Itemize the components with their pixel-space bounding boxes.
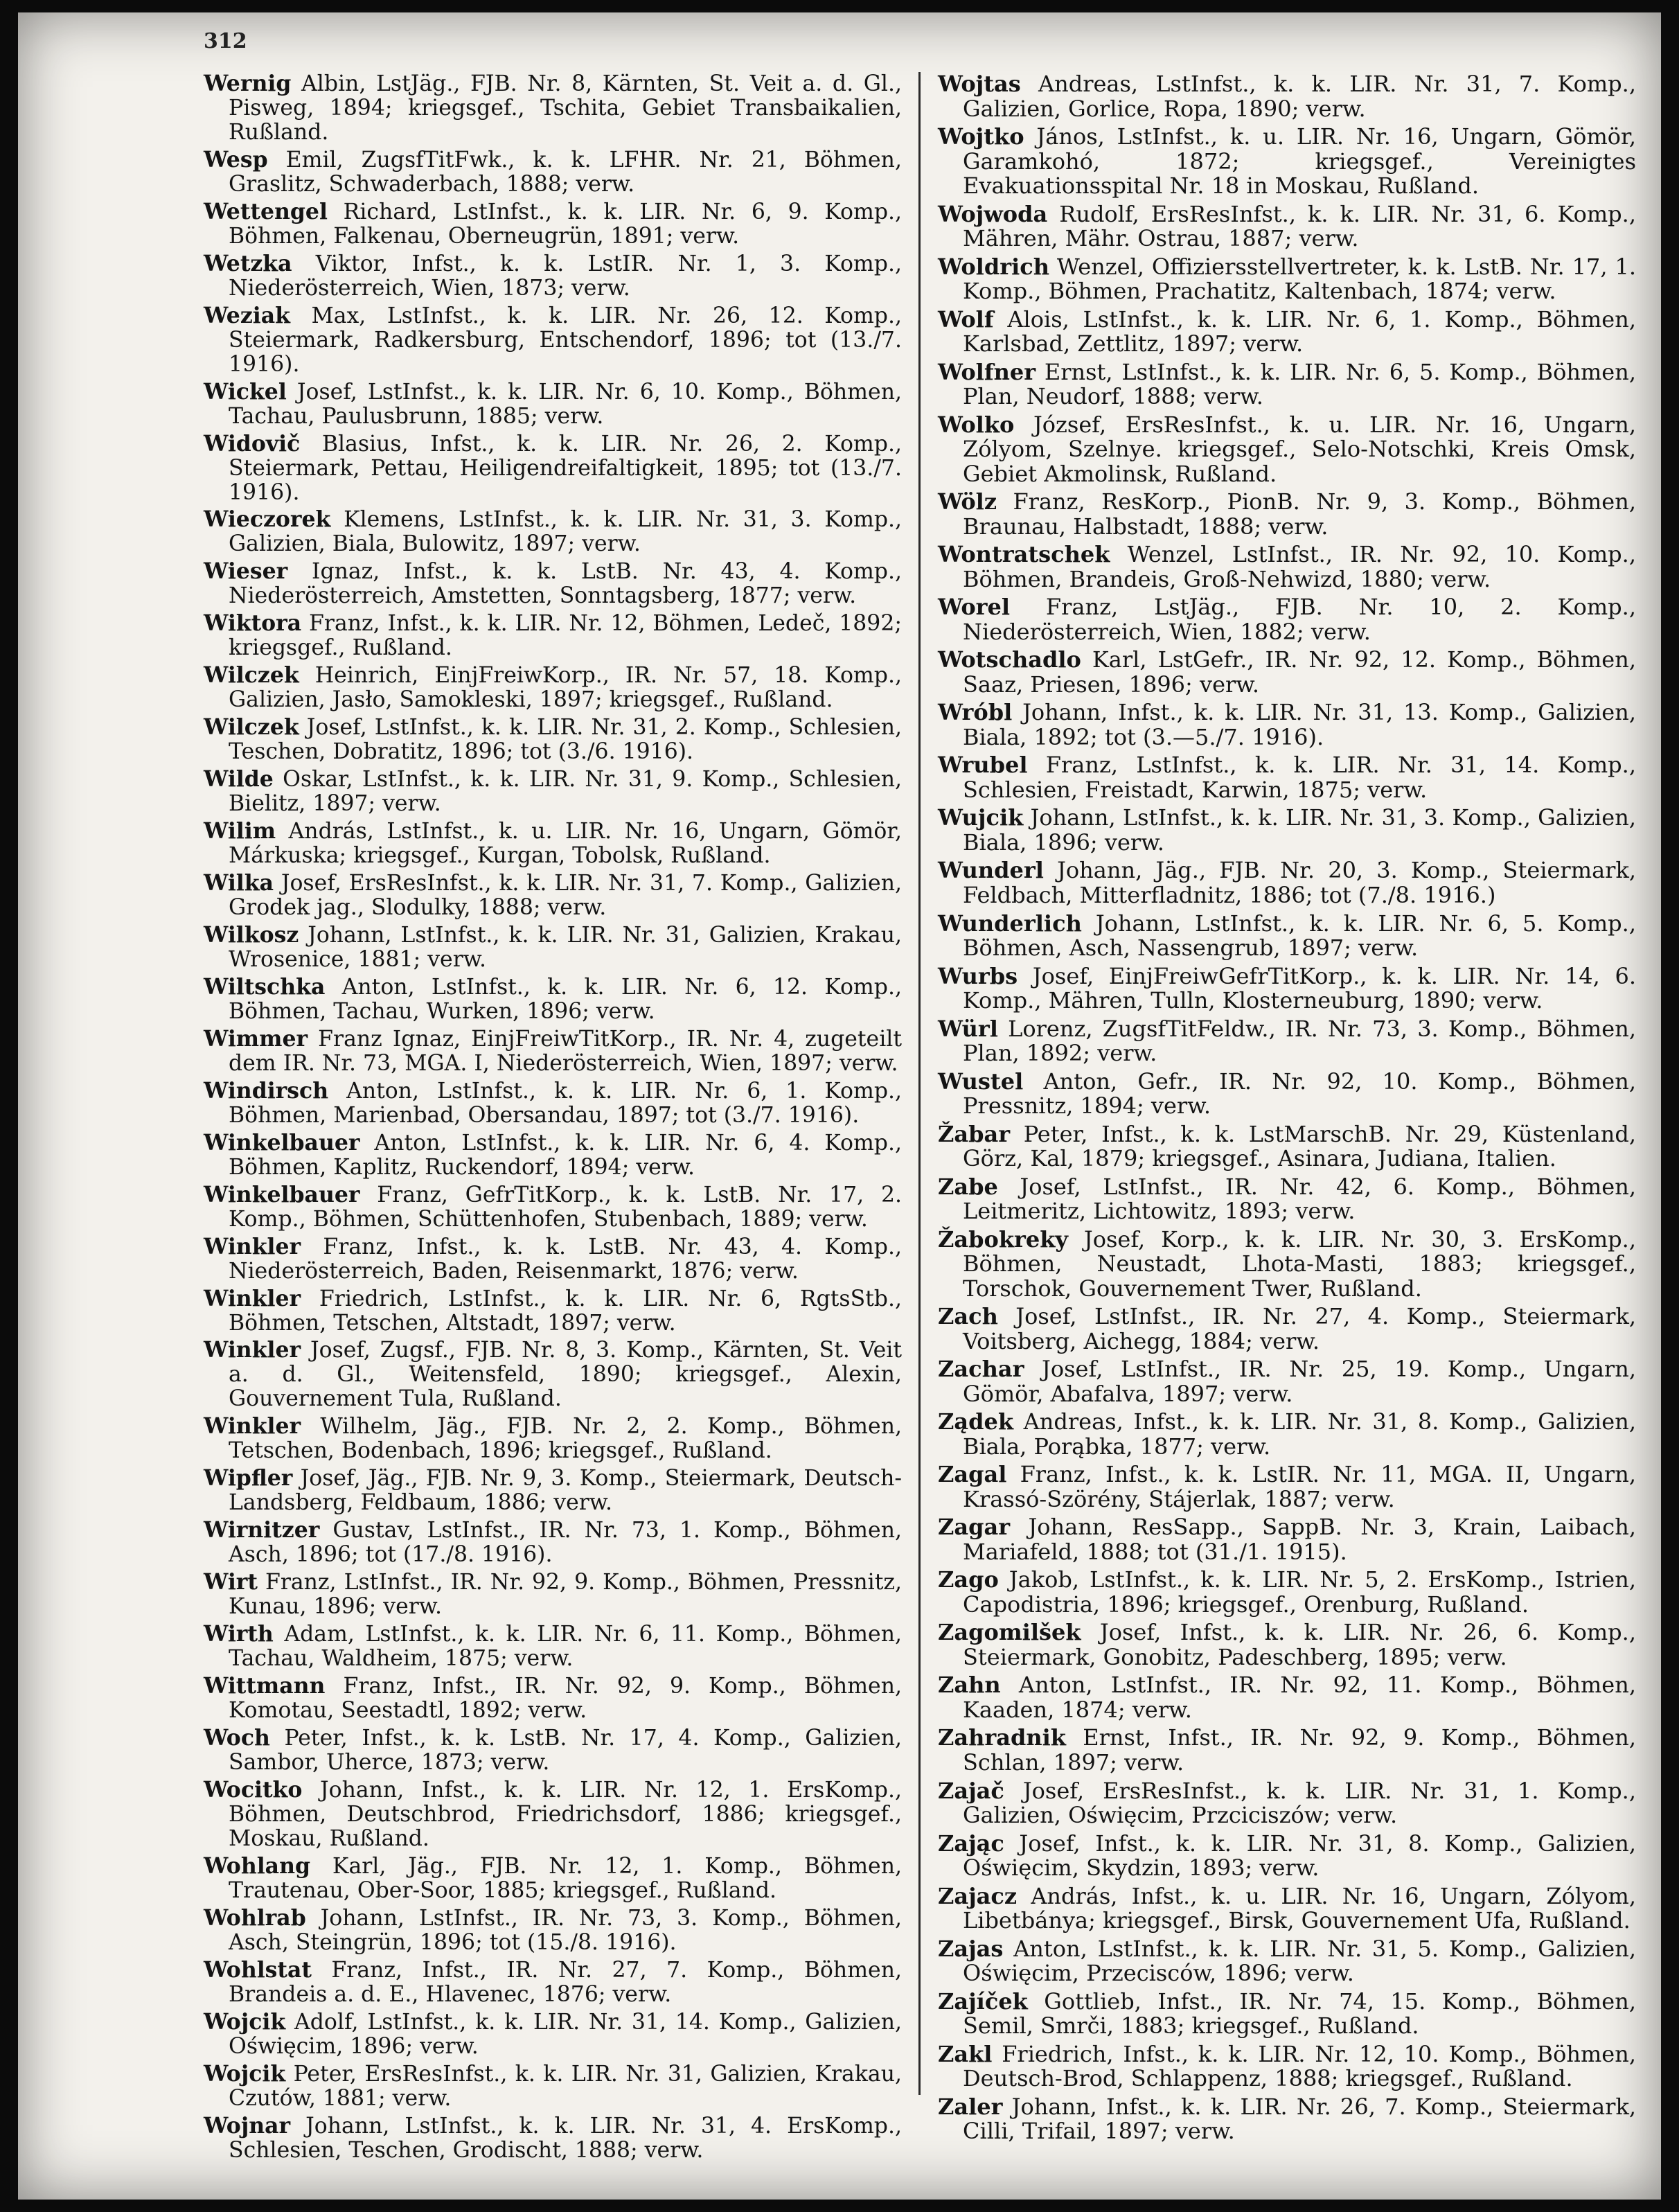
entry-details: Wenzel, LstInfst., IR. Nr. 92, 10. Komp., Böhmen, Brandeis, Groß-Nehwizd, 1880; verw. xyxy=(963,541,1636,592)
entry-details: Anton, LstInfst., IR. Nr. 92, 11. Komp., Böhmen, Kaaden, 1874; verw. xyxy=(963,1672,1637,1723)
entry-surname: Wróbl xyxy=(938,699,1013,726)
entry-surname: Zaler xyxy=(938,2093,1003,2120)
list-entry xyxy=(204,1622,902,1671)
entry-details: Josef, EinjFreiwGefrTitKorp., k. k. LIR. Nr. 14, 6. Komp., Mähren, Tulln, Klosterneuburg, 1890; verw. xyxy=(963,962,1637,1014)
entry-details: Franz, LstInfst., IR. Nr. 92, 9. Komp., Böhmen, Pressnitz, Kunau, 1896; verw. xyxy=(229,1570,902,1620)
list-entry xyxy=(938,255,1636,304)
list-entry xyxy=(938,490,1636,539)
entry-surname: Zahn xyxy=(938,1672,1001,1699)
list-entry xyxy=(204,432,902,505)
entry-details: Adam, LstInfst., k. k. LIR. Nr. 6, 11. Komp., Böhmen, Tachau, Waldheim, 1875; verw. xyxy=(229,1622,902,1672)
entry-details: Adolf, LstInfst., k. k. LIR. Nr. 31, 14. Komp., Galizien, Oświęcim, 1896; verw. xyxy=(229,2009,902,2059)
entry-details: Blasius, Infst., k. k. LIR. Nr. 26, 2. Komp., Steiermark, Pettau, Heiligendreifaltigkeit, 1895; tot (13./7. 1916). xyxy=(229,431,902,505)
list-entry xyxy=(204,1906,902,1955)
entry-surname: Wocitko xyxy=(204,1776,303,1803)
entry-surname: Winkler xyxy=(204,1337,301,1363)
list-entry xyxy=(204,1726,902,1775)
entry-details: Friedrich, Infst., k. k. LIR. Nr. 12, 10. Komp., Böhmen, Deutsch-Brod, Schlappenz, 1888; kriegsgef., Rußland. xyxy=(963,2040,1637,2092)
entry-details: Johann, LstInfst., k. k. LIR. Nr. 31, 3. Komp., Galizien, Biala, 1896; verw. xyxy=(963,804,1637,856)
list-entry xyxy=(938,648,1636,697)
list-entry xyxy=(938,413,1636,487)
entry-surname: Wirth xyxy=(204,1621,274,1647)
list-entry xyxy=(938,1673,1636,1722)
list-entry xyxy=(938,1515,1636,1564)
list-entry xyxy=(204,1674,902,1723)
entry-surname: Žabokreky xyxy=(938,1226,1068,1253)
entry-surname: Wilczek xyxy=(204,662,299,689)
entry-details: Jakob, LstInfst., k. k. LIR. Nr. 5, 2. ErsKomp., Istrien, Capodistria, 1896; kriegsgef., Orenburg, Rußland. xyxy=(963,1566,1636,1618)
entry-details: Anton, LstInfst., k. k. LIR. Nr. 6, 4. Komp., Böhmen, Kaplitz, Ruckendorf, 1894; verw. xyxy=(229,1130,902,1180)
entry-details: Emil, ZugsfTitFwk., k. k. LFHR. Nr. 21, Böhmen, Graslitz, Schwaderbach, 1888; verw. xyxy=(229,147,902,197)
list-entry xyxy=(938,2042,1636,2091)
entry-details: Johann, LstInfst., IR. Nr. 73, 3. Komp., Böhmen, Asch, Steingrün, 1896; tot (15./8. 1916). xyxy=(229,1905,902,1955)
entry-surname: Wiltschka xyxy=(204,973,326,1000)
entry-details: Peter, Infst., k. k. LstB. Nr. 17, 4. Komp., Galizien, Sambor, Uherce, 1873; verw. xyxy=(229,1726,903,1775)
entry-surname: Zajacz xyxy=(938,1882,1018,1909)
entry-details: Franz, ResKorp., PionB. Nr. 9, 3. Komp., Böhmen, Braunau, Halbstadt, 1888; verw. xyxy=(963,488,1637,540)
list-entry xyxy=(204,871,902,920)
list-entry xyxy=(204,1131,902,1180)
entry-details: Viktor, Infst., k. k. LstIR. Nr. 1, 3. Komp., Niederösterreich, Wien, 1873; verw. xyxy=(229,251,902,301)
list-entry xyxy=(938,858,1636,908)
entry-surname: Weziak xyxy=(204,302,290,328)
entry-details: Peter, Infst., k. k. LstMarschB. Nr. 29, Küstenland, Görz, Kal, 1879; kriegsgef., Asinara, Judiana, Italien. xyxy=(963,1120,1637,1172)
list-entry xyxy=(204,820,902,868)
entry-surname: Zachar xyxy=(938,1356,1024,1383)
list-entry xyxy=(204,1958,902,2007)
entry-details: Anton, Gefr., IR. Nr. 92, 10. Komp., Böhmen, Pressnitz, 1894; verw. xyxy=(963,1068,1637,1120)
list-entry xyxy=(938,202,1636,251)
list-entry xyxy=(938,912,1636,961)
entry-details: Wilhelm, Jäg., FJB. Nr. 2, 2. Komp., Böhmen, Tetschen, Bodenbach, 1896; kriegsgef., Rußland. xyxy=(229,1414,902,1464)
entry-surname: Žabar xyxy=(938,1120,1011,1147)
entry-surname: Zagal xyxy=(938,1461,1007,1488)
entry-details: Josef, LstInfst., IR. Nr. 42, 6. Komp., Böhmen, Leitmeritz, Lichtowitz, 1893; verw. xyxy=(963,1173,1636,1225)
list-entry xyxy=(938,806,1636,855)
entry-details: Johann, ResSapp., SappB. Nr. 3, Krain, Laibach, Mariafeld, 1888; tot (31./1. 1915). xyxy=(963,1514,1636,1565)
list-entry xyxy=(204,1338,902,1411)
list-entry xyxy=(204,923,902,972)
entry-surname: Wojtko xyxy=(938,123,1024,150)
entry-surname: Würl xyxy=(938,1015,998,1042)
entry-surname: Wolfner xyxy=(938,358,1036,385)
entry-surname: Wipfler xyxy=(204,1465,293,1492)
list-entry xyxy=(204,508,902,556)
entry-surname: Wunderlich xyxy=(938,910,1082,937)
entry-surname: Wesp xyxy=(204,146,268,172)
entry-surname: Wolf xyxy=(938,306,994,333)
entry-details: Anton, LstInfst., k. k. LIR. Nr. 6, 1. Komp., Böhmen, Marienbad, Obersandau, 1897; tot (3./7. 1916). xyxy=(229,1078,903,1128)
list-entry xyxy=(938,72,1636,121)
entry-surname: Zakl xyxy=(938,2040,993,2067)
list-entry xyxy=(204,2062,902,2111)
entry-surname: Zagar xyxy=(938,1514,1011,1541)
entry-surname: Wolko xyxy=(938,411,1015,438)
entry-details: Franz, LstInfst., k. k. LIR. Nr. 31, 14. Komp., Schlesien, Freistadt, Karwin, 1875; verw. xyxy=(963,752,1637,803)
list-entry xyxy=(938,125,1636,199)
list-entry xyxy=(204,1467,902,1515)
entry-details: Anton, LstInfst., k. k. LIR. Nr. 6, 12. Komp., Böhmen, Tachau, Wurken, 1896; verw. xyxy=(229,974,902,1024)
entry-surname: Wilczek xyxy=(204,714,299,741)
entry-details: András, Infst., k. u. LIR. Nr. 16, Ungarn, Zólyom, Libetbánya; kriegsgef., Birsk, Gouvernement Ufa, Rußland. xyxy=(963,1882,1637,1934)
entry-surname: Wurbs xyxy=(938,962,1018,989)
entry-details: Oskar, LstInfst., k. k. LIR. Nr. 31, 9. Komp., Schlesien, Bielitz, 1897; verw. xyxy=(229,767,903,817)
list-entry xyxy=(938,1990,1636,2039)
entry-details: Josef, LstInfst., IR. Nr. 27, 4. Komp., Steiermark, Voitsberg, Aichegg, 1884; verw. xyxy=(963,1303,1637,1354)
entry-details: Max, LstInfst., k. k. LIR. Nr. 26, 12. Komp., Steiermark, Radkersburg, Entschendorf, 1896; tot (13./7. 1916). xyxy=(229,303,902,377)
entry-surname: Wohlang xyxy=(204,1852,311,1879)
entry-surname: Wrubel xyxy=(938,752,1028,779)
entry-surname: Wittmann xyxy=(204,1673,326,1699)
entry-surname: Zagomilšek xyxy=(938,1619,1081,1646)
entry-details: Johann, LstInfst., k. k. LIR. Nr. 31, 4. ErsKomp., Schlesien, Teschen, Grodischt, 1888; verw. xyxy=(229,2113,903,2163)
entry-surname: Wustel xyxy=(938,1068,1024,1095)
list-entry xyxy=(204,252,902,301)
entry-details: András, LstInfst., k. u. LIR. Nr. 16, Ungarn, Gömör, Márkuska; kriegsgef., Kurgan, Tobolsk, Rußland. xyxy=(229,819,902,869)
list-entry xyxy=(938,1304,1636,1354)
entry-details: Anton, LstInfst., k. k. LIR. Nr. 31, 5. Komp., Galizien, Oświęcim, Przecisców, 1896; verw. xyxy=(963,1935,1637,1987)
entry-surname: Wohlstat xyxy=(204,1956,312,1983)
list-entry xyxy=(204,2114,902,2163)
entry-details: Franz, GefrTitKorp., k. k. LstB. Nr. 17, 2. Komp., Böhmen, Schüttenhofen, Stubenbach, 1889; verw. xyxy=(229,1182,902,1232)
entry-details: Franz, Infst., IR. Nr. 92, 9. Komp., Böhmen, Komotau, Seestadtl, 1892; verw. xyxy=(229,1674,903,1724)
list-entry xyxy=(938,1175,1636,1224)
entry-details: Josef, ErsResInfst., k. k. LIR. Nr. 31, 1. Komp., Galizien, Oświęcim, Przciciszów; verw. xyxy=(963,1777,1637,1829)
entry-details: Lorenz, ZugsfTitFeldw., IR. Nr. 73, 3. Komp., Böhmen, Plan, 1892; verw. xyxy=(963,1015,1637,1067)
entry-details: Johann, Infst., k. k. LIR. Nr. 26, 7. Komp., Steiermark, Cilli, Trifail, 1897; verw. xyxy=(963,2093,1636,2145)
entry-surname: Zajač xyxy=(938,1777,1004,1804)
entry-surname: Wiktora xyxy=(204,610,302,637)
list-entry xyxy=(204,1519,902,1567)
entry-details: Johann, Infst., k. k. LIR. Nr. 12, 1. ErsKomp., Böhmen, Deutschbrod, Friedrichsdorf, 1886; kriegsgef., Moskau, Rußland. xyxy=(229,1777,902,1851)
entry-details: Ernst, LstInfst., k. k. LIR. Nr. 6, 5. Komp., Böhmen, Plan, Neudorf, 1888; verw. xyxy=(963,358,1637,410)
entry-details: Alois, LstInfst., k. k. LIR. Nr. 6, 1. Komp., Böhmen, Karlsbad, Zettlitz, 1897; verw. xyxy=(963,306,1637,357)
entry-surname: Zahradnik xyxy=(938,1724,1066,1751)
entry-details: Franz Ignaz, EinjFreiwTitKorp., IR. Nr. 4, zugeteilt dem IR. Nr. 73, MGA. I, Niederösterreich, Wien, 1897; verw. xyxy=(229,1026,903,1076)
entry-surname: Zach xyxy=(938,1303,998,1330)
entry-surname: Winkelbauer xyxy=(204,1181,360,1207)
list-entry xyxy=(938,1832,1636,1881)
list-entry xyxy=(938,1937,1636,1986)
list-entry xyxy=(204,1235,902,1284)
list-entry xyxy=(204,1415,902,1463)
entry-surname: Wohlrab xyxy=(204,1904,306,1931)
entry-surname: Wojcik xyxy=(204,2008,286,2035)
entry-details: Franz, LstJäg., FJB. Nr. 10, 2. Komp., Niederösterreich, Wien, 1882; verw. xyxy=(963,594,1637,645)
entry-surname: Wunderl xyxy=(938,857,1044,884)
entry-surname: Wujcik xyxy=(938,804,1024,831)
list-entry xyxy=(938,753,1636,802)
entry-surname: Woch xyxy=(204,1725,270,1751)
list-entry xyxy=(204,1852,903,1903)
entry-surname: Zajas xyxy=(938,1935,1004,1962)
list-entry xyxy=(938,360,1636,409)
list-entry xyxy=(204,1570,902,1619)
entry-details: Franz, Infst., k. k. LstB. Nr. 43, 4. Komp., Niederösterreich, Baden, Reisenmarkt, 1876; verw. xyxy=(229,1234,902,1284)
list-entry xyxy=(938,1568,1636,1617)
entry-details: Wenzel, Offiziersstellvertreter, k. k. LstB. Nr. 17, 1. Komp., Böhmen, Prachatitz, Kaltenbach, 1874; verw. xyxy=(963,253,1637,305)
entry-details: Johann, Infst., k. k. LIR. Nr. 31, 13. Komp., Galizien, Biala, 1892; tot (3.—5./7. 1916). xyxy=(963,699,1637,750)
entry-surname: Winkler xyxy=(204,1233,301,1259)
entry-details: Josef, ErsResInfst., k. k. LIR. Nr. 31, 7. Komp., Galizien, Grodek jag., Slodulky, 1888; verw. xyxy=(229,871,903,920)
entry-details: Rudolf, ErsResInfst., k. k. LIR. Nr. 31, 6. Komp., Mähren, Mähr. Ostrau, 1887; verw. xyxy=(963,200,1637,252)
entry-surname: Wojwoda xyxy=(938,200,1048,227)
entry-surname: Wieczorek xyxy=(204,506,331,533)
entry-details: József, ErsResInfst., k. u. LIR. Nr. 16, Ungarn, Zólyom, Szelnye. kriegsgef., Selo-Notschki, Kreis Omsk, Gebiet Akmolinsk, Rußland. xyxy=(963,411,1637,487)
entry-details: Josef, Jäg., FJB. Nr. 9, 3. Komp., Steiermark, Deutsch-Landsberg, Feldbaum, 1886; verw. xyxy=(229,1466,902,1516)
entry-details: Gottlieb, Infst., IR. Nr. 74, 15. Komp., Böhmen, Semil, Smrči, 1883; kriegsgef., Rußland. xyxy=(963,1988,1636,2040)
entry-details: Friedrich, LstInfst., k. k. LIR. Nr. 6, RgtsStb., Böhmen, Tetschen, Altstadt, 1897; verw. xyxy=(229,1286,902,1336)
list-entry xyxy=(938,1884,1636,1934)
entry-surname: Windirsch xyxy=(204,1077,329,1104)
entry-details: János, LstInfst., k. u. LIR. Nr. 16, Ungarn, Gömör, Garamkohó, 1872; kriegsgef., Vereinigtes Evakuationsspital Nr. 18 in Moskau, Rußland. xyxy=(963,123,1636,200)
entry-surname: Woldrich xyxy=(938,253,1049,280)
list-entry xyxy=(204,664,902,712)
list-entry xyxy=(938,542,1636,592)
list-entry xyxy=(938,1726,1636,1775)
entry-surname: Wernig xyxy=(204,71,292,96)
entry-surname: Widovič xyxy=(204,430,301,457)
entry-surname: Zając xyxy=(938,1830,1004,1857)
entry-details: Josef, Zugsf., FJB. Nr. 8, 3. Komp., Kärnten, St. Veit a. d. Gl., Weitensfeld, 1890; kriegsgef., Alexin, Gouvernement Tula, Rußland. xyxy=(229,1338,903,1412)
list-entry xyxy=(204,612,902,660)
entry-details: Ignaz, Infst., k. k. LstB. Nr. 43, 4. Komp., Niederösterreich, Amstetten, Sonntagsberg, 1877; verw. xyxy=(229,559,902,609)
entry-details: Johann, Jäg., FJB. Nr. 20, 3. Komp., Steiermark, Feldbach, Mitterfladnitz, 1886; tot (7./8. 1916.) xyxy=(963,857,1636,908)
entry-surname: Winkler xyxy=(204,1285,301,1311)
entry-surname: Wölz xyxy=(938,488,997,515)
list-entry xyxy=(204,1079,902,1128)
list-entry xyxy=(938,1122,1636,1171)
entry-details: Gustav, LstInfst., IR. Nr. 73, 1. Komp., Böhmen, Asch, 1896; tot (17./8. 1916). xyxy=(229,1518,902,1568)
list-entry xyxy=(938,700,1636,750)
entry-details: Richard, LstInfst., k. k. LIR. Nr. 6, 9. Komp., Böhmen, Falkenau, Oberneugrün, 1891; verw. xyxy=(229,199,903,249)
entry-details: Josef, LstInfst., k. k. LIR. Nr. 6, 10. Komp., Böhmen, Tachau, Paulusbrunn, 1885; verw. xyxy=(229,379,902,429)
list-entry xyxy=(938,595,1636,644)
entry-details: Peter, ErsResInfst., k. k. LIR. Nr. 31, Galizien, Krakau, Czutów, 1881; verw. xyxy=(229,2061,902,2111)
list-entry xyxy=(204,975,902,1024)
entry-surname: Wilim xyxy=(204,818,276,844)
entry-surname: Wickel xyxy=(204,378,287,405)
entry-surname: Winkelbauer xyxy=(204,1129,360,1156)
entry-details: Andreas, LstInfst., k. k. LIR. Nr. 31, 7. Komp., Galizien, Gorlice, Ropa, 1890; verw. xyxy=(963,71,1637,122)
entry-details: Franz, Infst., IR. Nr. 27, 7. Komp., Böhmen, Brandeis a. d. E., Hlavenec, 1876; verw. xyxy=(229,1957,903,2007)
entry-surname: Wotschadlo xyxy=(938,646,1081,673)
list-entry xyxy=(938,1017,1636,1066)
entry-surname: Wilde xyxy=(204,766,274,793)
entry-details: Johann, LstInfst., k. k. LIR. Nr. 31, Galizien, Krakau, Wrosenice, 1881; verw. xyxy=(229,922,903,972)
entry-details: Josef, Korp., k. k. LIR. Nr. 30, 3. ErsKomp., Böhmen, Neustadt, Lhota-Masti, 1883; kriegsgef., Torschok, Gouvernement Twer, Rußland. xyxy=(963,1226,1637,1302)
entry-surname: Worel xyxy=(938,594,1011,621)
entry-surname: Ządek xyxy=(938,1408,1013,1435)
entry-details: Josef, Infst., k. k. LIR. Nr. 26, 6. Komp., Steiermark, Gonobitz, Padeschberg, 1895; verw. xyxy=(963,1619,1637,1670)
list-entry xyxy=(204,2010,902,2059)
entry-details: Josef, LstInfst., IR. Nr. 25, 19. Komp., Ungarn, Gömör, Abafalva, 1897; verw. xyxy=(963,1356,1637,1407)
document-page xyxy=(18,12,1661,2200)
list-entry xyxy=(204,560,902,608)
list-entry xyxy=(938,1070,1636,1119)
entry-details: Karl, LstGefr., IR. Nr. 92, 12. Komp., Böhmen, Saaz, Priesen, 1896; verw. xyxy=(963,646,1637,698)
entry-surname: Wetzka xyxy=(204,250,292,276)
entry-details: Franz, Infst., k. k. LIR. Nr. 12, Böhmen, Ledeč, 1892; kriegsgef., Rußland. xyxy=(229,611,902,661)
entry-surname: Wilka xyxy=(204,870,274,896)
list-entry xyxy=(938,964,1636,1014)
entry-details: Johann, LstInfst., k. k. LIR. Nr. 6, 5. Komp., Böhmen, Asch, Nassengrub, 1897; verw. xyxy=(963,910,1637,962)
entry-surname: Wojnar xyxy=(204,2112,291,2139)
list-entry xyxy=(204,380,902,429)
list-entry xyxy=(938,1410,1636,1459)
entry-surname: Wettengel xyxy=(204,198,328,224)
entry-details: Josef, Infst., k. k. LIR. Nr. 31, 8. Komp., Galizien, Oświęcim, Skydzin, 1893; verw. xyxy=(963,1830,1636,1882)
list-entry xyxy=(938,1620,1636,1670)
list-entry xyxy=(204,768,902,816)
entry-surname: Zago xyxy=(938,1566,999,1593)
entry-surname: Wojcik xyxy=(204,2060,286,2087)
entry-surname: Wilkosz xyxy=(204,921,299,948)
list-entry xyxy=(204,304,902,377)
list-entry xyxy=(938,1779,1636,1828)
list-entry xyxy=(938,2095,1636,2144)
list-entry xyxy=(204,1778,902,1851)
entry-surname: Wimmer xyxy=(204,1025,308,1052)
list-entry xyxy=(204,72,902,145)
entry-details: Franz, Infst., k. k. LstIR. Nr. 11, MGA. II, Ungarn, Krassó-Szörény, Stájerlak, 1887; verw. xyxy=(963,1461,1637,1512)
entry-surname: Wieser xyxy=(204,558,288,585)
column-divider xyxy=(918,72,921,2095)
entry-details: Heinrich, EinjFreiwKorp., IR. Nr. 57, 18. Komp., Galizien, Jasło, Samokleski, 1897; kriegsgef., Rußland. xyxy=(229,663,902,713)
list-entry xyxy=(204,716,902,764)
entry-details: Klemens, LstInfst., k. k. LIR. Nr. 31, 3. Komp., Galizien, Biala, Bulowitz, 1897; verw. xyxy=(229,507,903,557)
entry-details: Karl, Jäg., FJB. Nr. 12, 1. Komp., Böhmen, Trautenau, Ober-Soor, 1885; kriegsgef., Rußland. xyxy=(229,1853,903,1903)
list-entry xyxy=(204,1183,902,1232)
list-entry xyxy=(938,1228,1636,1302)
entry-surname: Wirnitzer xyxy=(204,1517,320,1543)
entry-surname: Winkler xyxy=(204,1413,301,1440)
entry-surname: Zabe xyxy=(938,1173,998,1200)
entry-details: Andreas, Infst., k. k. LIR. Nr. 31, 8. Komp., Galizien, Biala, Porąbka, 1877; verw. xyxy=(963,1408,1637,1460)
entry-surname: Wojtas xyxy=(938,71,1021,97)
list-entry xyxy=(204,200,902,249)
page-number: 312 xyxy=(204,29,247,53)
entry-surname: Wontratschek xyxy=(938,541,1110,568)
right-column xyxy=(938,72,1636,2148)
list-entry xyxy=(938,1357,1636,1406)
list-entry xyxy=(938,308,1636,357)
left-column xyxy=(204,72,902,2166)
list-entry xyxy=(204,148,902,197)
entry-surname: Zajíček xyxy=(938,1988,1028,2015)
entry-surname: Wirt xyxy=(204,1569,258,1595)
list-entry xyxy=(204,1027,902,1076)
entry-details: Ernst, Infst., IR. Nr. 92, 9. Komp., Böhmen, Schlan, 1897; verw. xyxy=(963,1724,1637,1776)
entry-details: Albin, LstJäg., FJB. Nr. 8, Kärnten, St. Veit a. d. Gl., Pisweg, 1894; kriegsgef., Tschita, Gebiet Transbaikalien, Rußland. xyxy=(229,71,902,145)
entry-details: Josef, LstInfst., k. k. LIR. Nr. 31, 2. Komp., Schlesien, Teschen, Dobratitz, 1896; tot (3./6. 1916). xyxy=(229,715,903,765)
list-entry xyxy=(938,1462,1636,1512)
list-entry xyxy=(204,1287,902,1336)
